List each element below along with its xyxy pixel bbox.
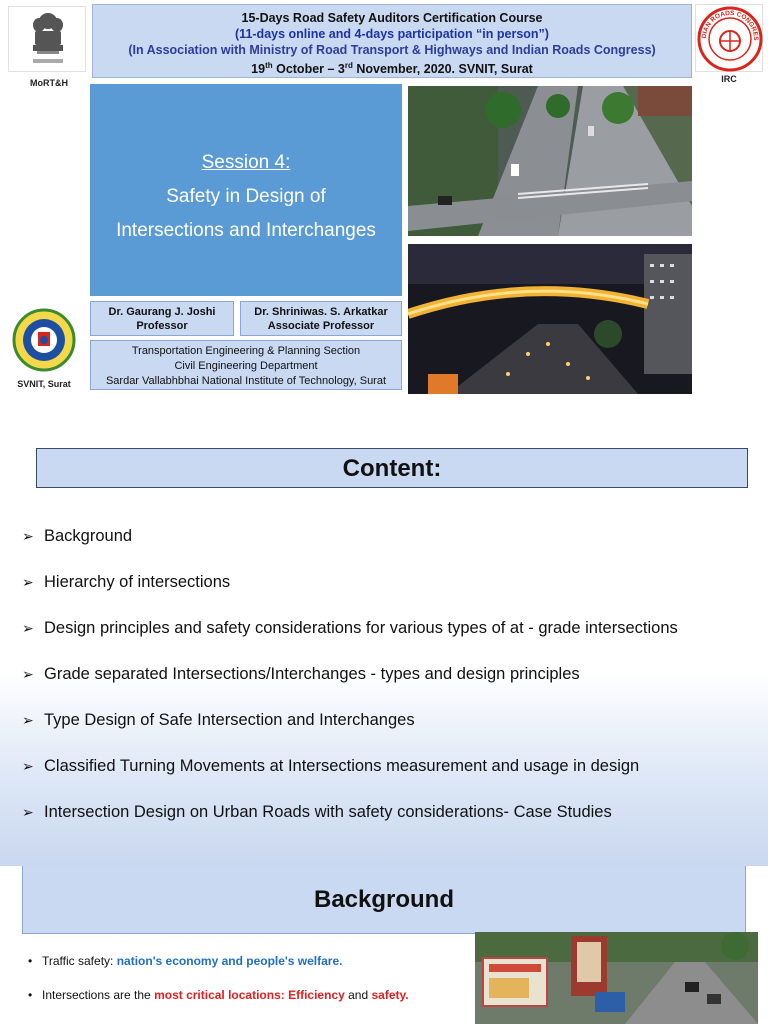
background-slide xyxy=(0,866,768,1024)
course-title: 15-Days Road Safety Auditors Certification Course xyxy=(241,11,543,25)
svnit-caption: SVNIT, Surat xyxy=(8,379,80,389)
list-item: ➢ Grade separated Intersections/Interchanges - types and design principles xyxy=(22,665,580,683)
session-title-line2: Intersections and Interchanges xyxy=(116,220,376,241)
list-item: • Intersections are the most critical locations: Efficiency and safety. xyxy=(28,988,409,1022)
course-format: (11-days online and 4-days participation “in person”) xyxy=(235,27,549,41)
morth-logo xyxy=(8,6,86,72)
presenter-name: Dr. Gaurang J. Joshi xyxy=(108,306,216,318)
irc-logo xyxy=(695,4,763,72)
arrow-bullet-icon: ➢ xyxy=(22,712,34,728)
day-intersection-photo xyxy=(408,86,692,236)
content-list xyxy=(22,526,678,848)
presenter-card xyxy=(240,301,402,336)
night-flyover-photo xyxy=(408,244,692,394)
arrow-bullet-icon: ➢ xyxy=(22,758,34,774)
arrow-bullet-icon: ➢ xyxy=(22,666,34,682)
department-section: Transportation Engineering & Planning Section xyxy=(131,345,361,357)
content-heading: Content: xyxy=(36,448,748,488)
list-item: • Traffic safety: nation's economy and people's welfare. xyxy=(28,954,409,988)
presenter-name: Dr. Shriniwas. S. Arkatkar xyxy=(254,306,388,318)
department-box xyxy=(90,340,402,390)
irc-caption: IRC xyxy=(721,74,737,84)
arrow-bullet-icon: ➢ xyxy=(22,528,34,544)
department-name: Civil Engineering Department xyxy=(174,360,318,372)
course-association: (In Association with Ministry of Road Transport & Highways and Indian Roads Congress) xyxy=(128,43,656,57)
presenter-designation: Associate Professor xyxy=(267,320,375,332)
bullet-dot-icon: • xyxy=(28,988,33,1002)
title-slide xyxy=(0,0,768,432)
list-item: ➢ Type Design of Safe Intersection and Interchanges xyxy=(22,711,415,729)
arrow-bullet-icon: ➢ xyxy=(22,620,34,636)
session-box xyxy=(90,84,402,296)
background-list xyxy=(28,954,409,1022)
morth-caption: MoRT&H xyxy=(30,78,68,88)
arrow-bullet-icon: ➢ xyxy=(22,804,34,820)
presenter-designation: Professor xyxy=(136,320,188,332)
bullet-dot-icon: • xyxy=(28,954,33,968)
arrow-bullet-icon: ➢ xyxy=(22,574,34,590)
course-header xyxy=(92,4,692,78)
irc-seal-icon xyxy=(696,5,764,73)
session-title-line1: Safety in Design of xyxy=(166,186,326,207)
institute-name: Sardar Vallabhbhai National Institute of Technology, Surat xyxy=(105,375,387,387)
svnit-emblem-icon xyxy=(8,306,80,378)
session-number: Session 4: xyxy=(201,152,291,173)
street-traffic-photo xyxy=(475,932,758,1024)
list-item: ➢ Design principles and safety considerations for various types of at - grade intersections xyxy=(22,619,678,637)
list-item: ➢ Intersection Design on Urban Roads with safety considerations- Case Studies xyxy=(22,803,612,821)
ashoka-emblem-icon xyxy=(9,7,87,73)
presenter-card xyxy=(90,301,234,336)
svnit-logo xyxy=(8,306,80,378)
list-item: ➢ Background xyxy=(22,527,133,545)
course-dates: 19th October – 3rd November, 2020. SVNIT, Surat xyxy=(251,61,533,77)
list-item: ➢ Classified Turning Movements at Intersections measurement and usage in design xyxy=(22,757,640,775)
content-slide xyxy=(0,432,768,866)
irc-seal-text: DIAN ROADS CONGRES xyxy=(700,9,760,41)
background-heading: Background xyxy=(22,866,746,934)
list-item: ➢ Hierarchy of intersections xyxy=(22,573,231,591)
